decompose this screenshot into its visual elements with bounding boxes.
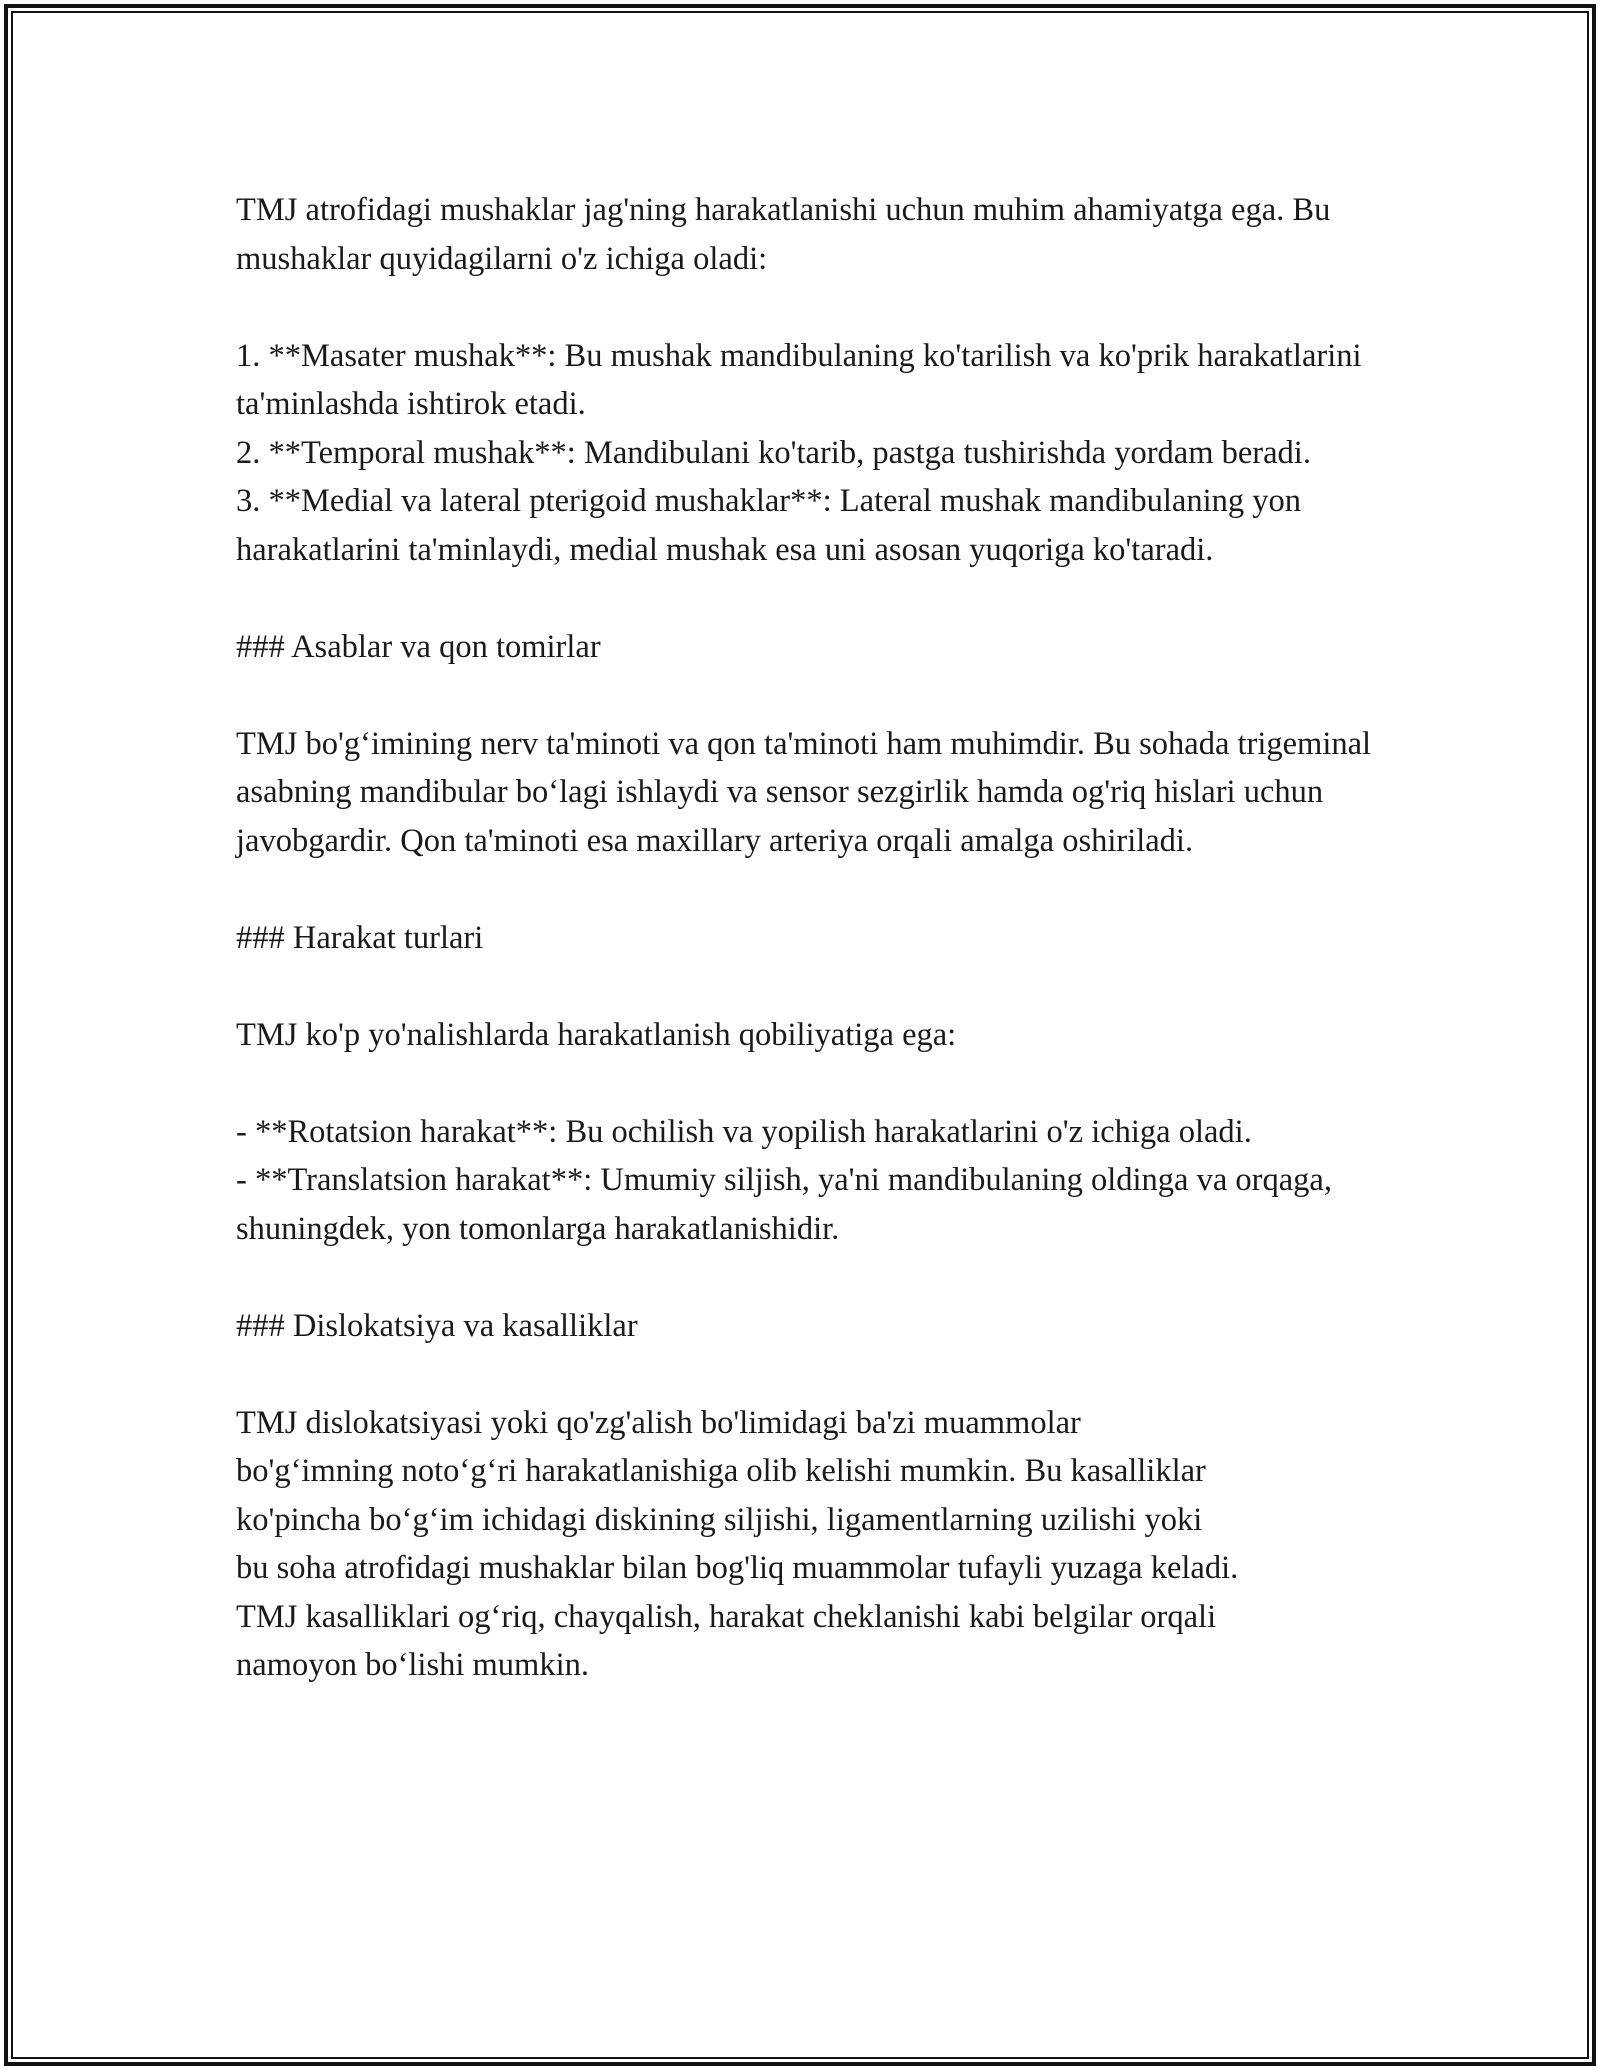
list-item-pterygoid: 3. **Medial va lateral pterigoid mushaklar**: Lateral mushak mandibulaning yon harakatlarini ta'minlaydi, medial mushak esa uni asosan yuqoriga ko'taradi. bbox=[236, 483, 1310, 568]
list-item-temporal: 2. **Temporal mushak**: Mandibulani ko'tarib, pastga tushirishda yordam beradi. bbox=[236, 434, 1311, 471]
spacer bbox=[236, 1059, 1376, 1108]
disorders-line: bu soha atrofidagi mushaklar bilan bog'liq muammolar tufayli yuzaga keladi. bbox=[236, 1550, 1239, 1586]
spacer bbox=[236, 962, 1376, 1011]
spacer bbox=[236, 283, 1376, 332]
movement-intro-paragraph: TMJ ko'p yo'nalishlarda harakatlanish qobiliyatiga ega: bbox=[236, 1016, 957, 1053]
document-body bbox=[236, 186, 1380, 1690]
spacer bbox=[236, 1350, 1376, 1399]
heading-nerves-vessels: ### Asablar va qon tomirlar bbox=[236, 628, 601, 665]
heading-dislocation-disorders: ### Dislokatsiya va kasalliklar bbox=[236, 1307, 638, 1344]
intro-paragraph: TMJ atrofidagi mushaklar jag'ning harakatlanishi uchun muhim ahamiyatga ega. Bu mushaklar quyidagilarni o'z ichiga oladi: bbox=[236, 192, 1339, 277]
list-item-translation: - **Translatsion harakat**: Umumiy siljish, ya'ni mandibulaning oldinga va orqaga, shuningdek, yon tomonlarga harakatlanishidir. bbox=[236, 1162, 1341, 1247]
spacer bbox=[236, 574, 1376, 623]
spacer bbox=[236, 671, 1376, 720]
list-item-rotation: - **Rotatsion harakat**: Bu ochilish va yopilish harakatlarini o'z ichiga oladi. bbox=[236, 1113, 1252, 1150]
disorders-line: TMJ dislokatsiyasi yoki qo'zg'alish bo'limidagi ba'zi muammolar bbox=[236, 1404, 1081, 1441]
list-item-masseter: 1. **Masater mushak**: Bu mushak mandibulaning ko'tarilish va ko'prik harakatlarini ta'minlashda ishtirok etadi. bbox=[236, 337, 1370, 422]
disorders-line: TMJ kasalliklari og‘riq, chayqalish, harakat cheklanishi kabi belgilar orqali bbox=[236, 1598, 1217, 1635]
spacer bbox=[236, 1253, 1376, 1302]
disorders-line: ko'pincha bo‘g‘im ichidagi diskining siljishi, ligamentlarning uzilishi yoki bbox=[236, 1501, 1203, 1538]
heading-movement-types: ### Harakat turlari bbox=[236, 919, 484, 956]
disorders-paragraph bbox=[236, 1399, 1376, 1690]
disorders-line: bo'g‘imning noto‘g‘ri harakatlanishiga olib kelishi mumkin. Bu kasalliklar bbox=[236, 1453, 1206, 1489]
disorders-line: namoyon bo‘lishi mumkin. bbox=[236, 1647, 589, 1683]
nerves-paragraph: TMJ bo'g‘imining nerv ta'minoti va qon ta'minoti ham muhimdir. Bu sohada trigeminal asabning mandibular bo‘lagi ishlaydi va sensor sezgirlik hamda og'riq hislari uchun javobgardir. Qon ta'minoti esa maxillary arteriya orqali amalga oshiriladi. bbox=[236, 725, 1380, 859]
spacer bbox=[236, 865, 1376, 914]
